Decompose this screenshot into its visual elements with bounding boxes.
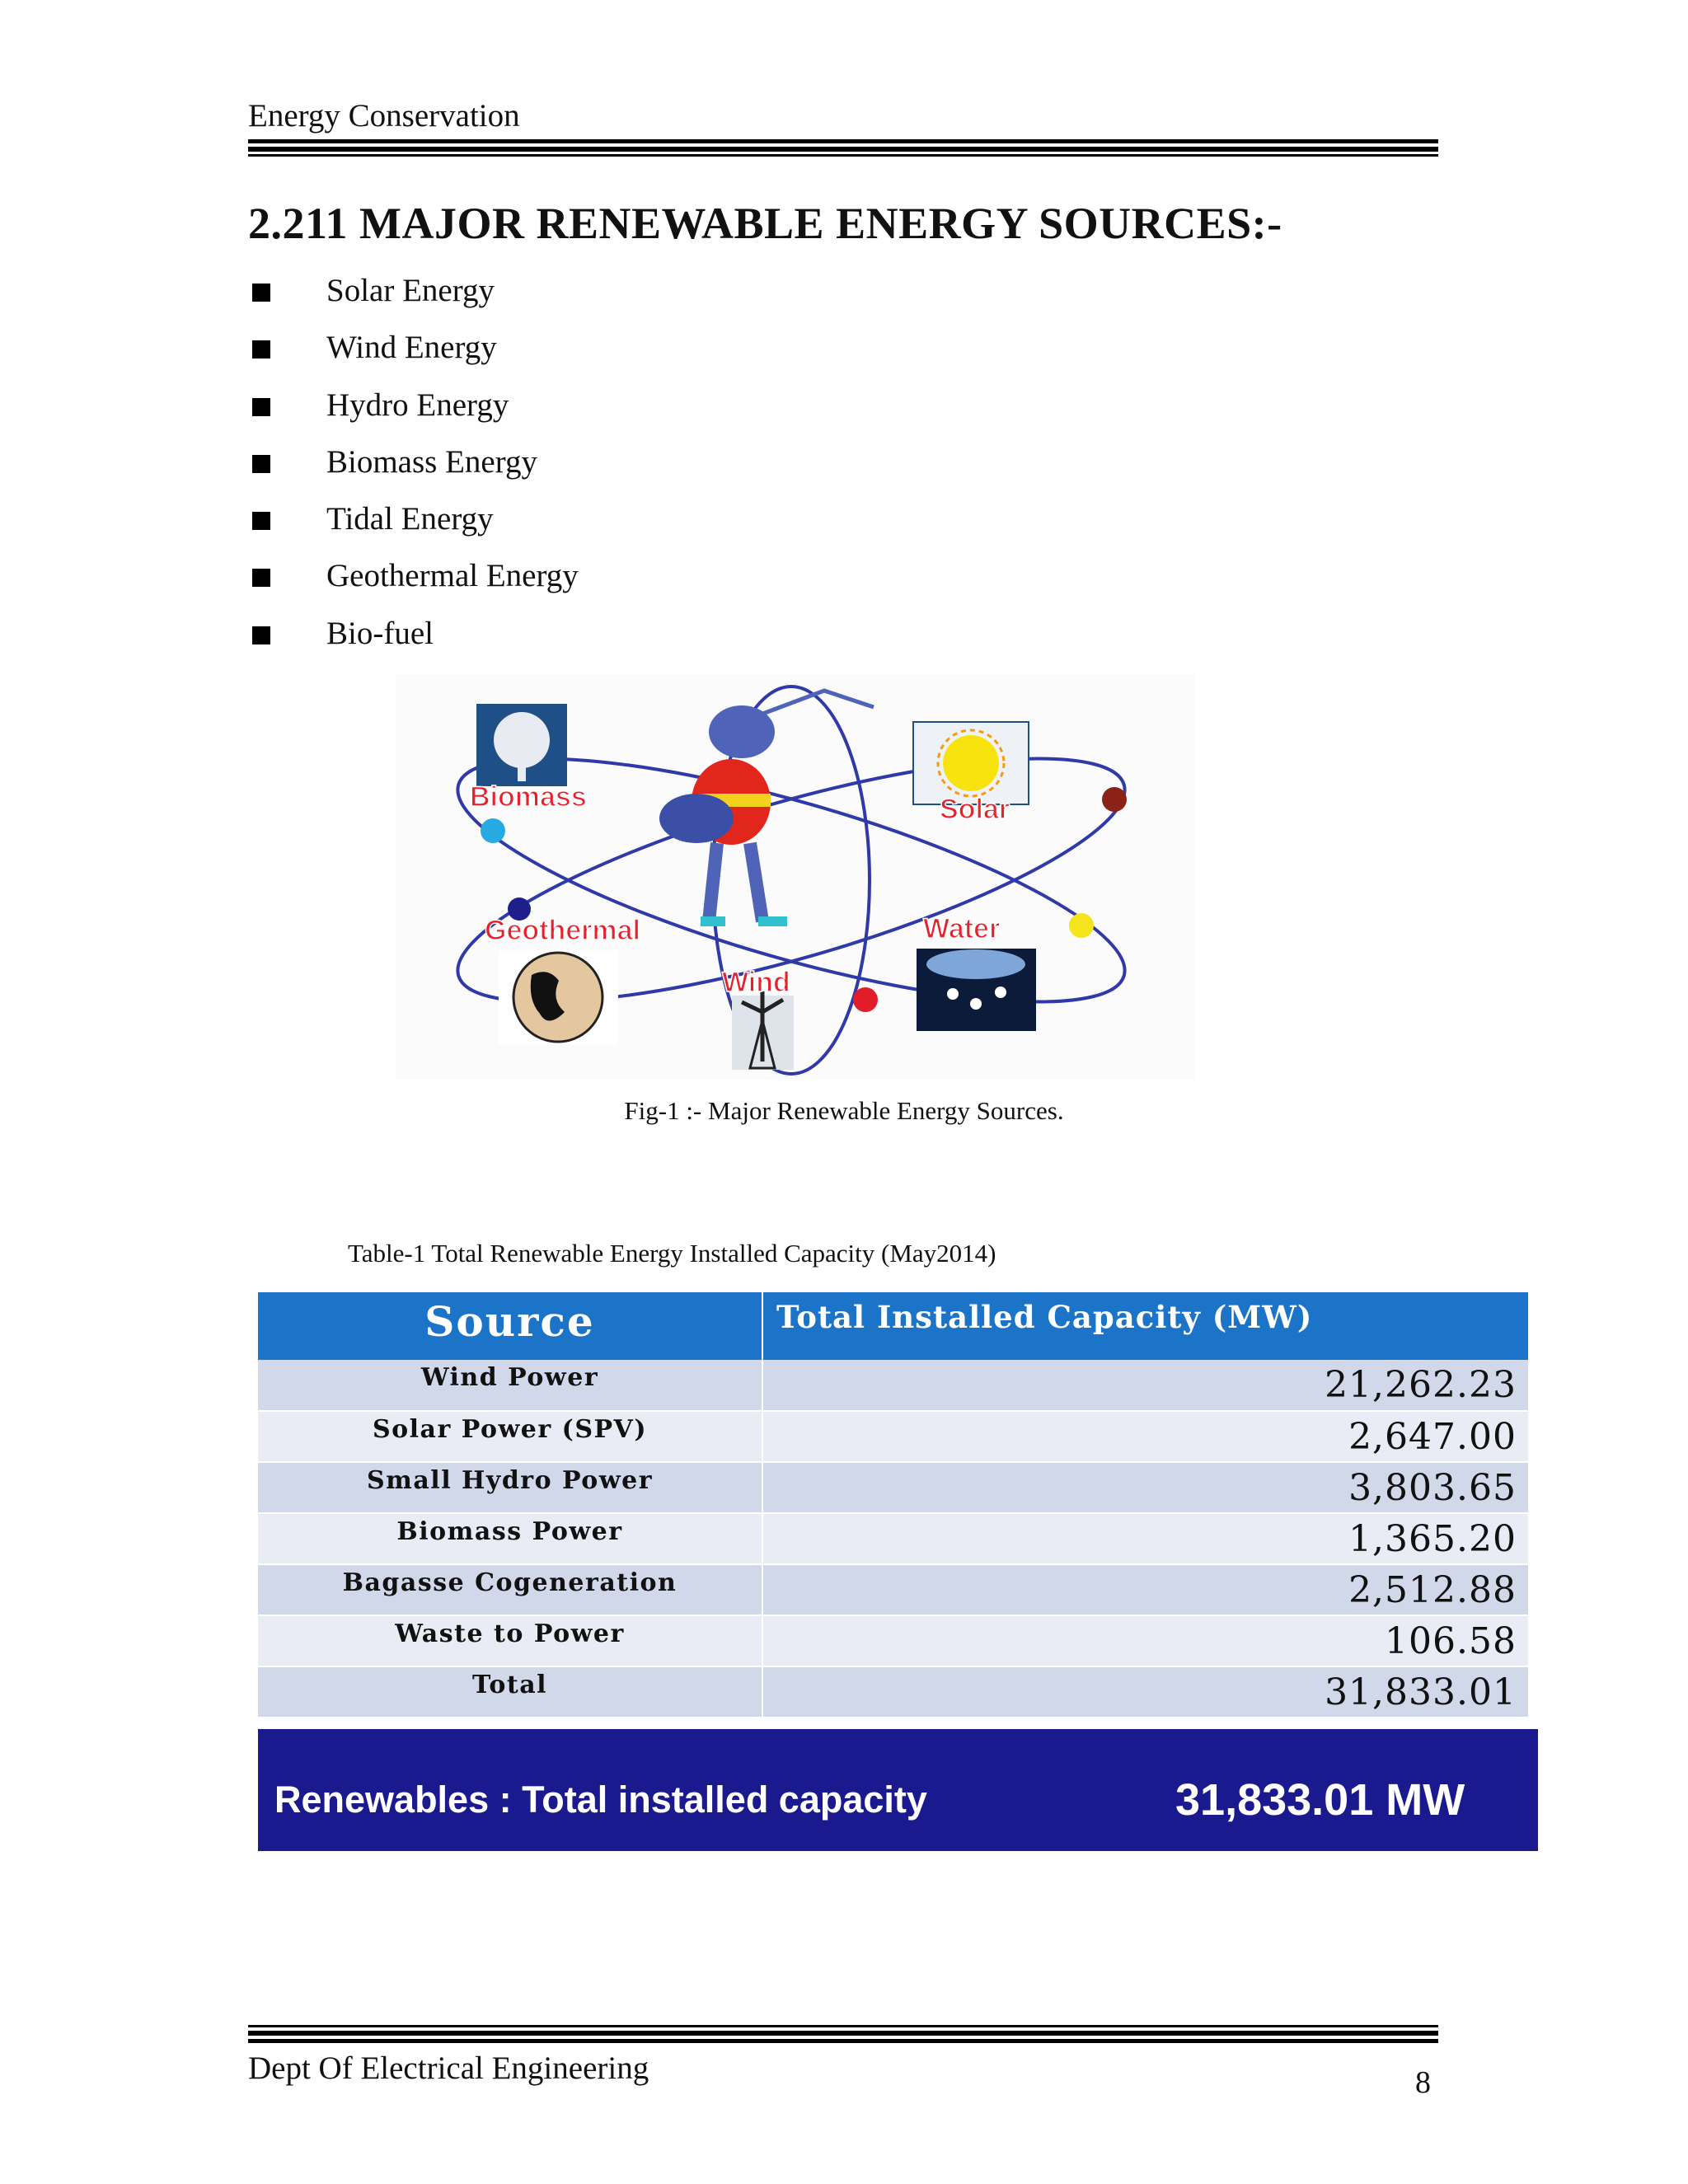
banner-value: 31,833.01 MW — [1175, 1775, 1465, 1825]
capacity-cell: 2,647.00 — [762, 1411, 1529, 1462]
capacity-cell: 106.58 — [762, 1615, 1529, 1666]
table-caption: Table-1 Total Renewable Energy Installed Capacity (May2014) — [348, 1239, 996, 1268]
capacity-cell: 1,365.20 — [762, 1513, 1529, 1564]
banner-label: Renewables : Total installed capacity — [274, 1779, 927, 1821]
sun-icon — [913, 722, 1029, 804]
column-header-capacity: Total Installed Capacity (MW) — [762, 1292, 1529, 1360]
footer-rule — [248, 2025, 1438, 2043]
running-header: Energy Conservation — [248, 98, 520, 134]
table-row — [258, 1360, 1529, 1411]
renewable-sources-figure — [396, 674, 1195, 1080]
capacity-table — [258, 1292, 1530, 1718]
source-cell: Solar Power (SPV) — [258, 1411, 762, 1462]
section-heading: 2.211 MAJOR RENEWABLE ENERGY SOURCES:- — [248, 199, 1282, 248]
header-rule — [248, 139, 1438, 157]
table-row-total — [258, 1666, 1529, 1718]
table-row — [258, 1411, 1529, 1462]
wind-turbine-icon — [732, 991, 794, 1070]
source-cell: Total — [258, 1666, 762, 1718]
figure-label-solar: Solar — [940, 794, 1010, 825]
footer-department: Dept Of Electrical Engineering — [248, 2050, 649, 2086]
square-bullet-icon — [252, 569, 270, 587]
globe-icon — [499, 950, 618, 1045]
capacity-cell: 31,833.01 — [762, 1666, 1529, 1718]
table-row — [258, 1564, 1529, 1615]
square-bullet-icon — [252, 626, 270, 644]
capacity-cell: 2,512.88 — [762, 1564, 1529, 1615]
figure-label-water: Water — [923, 913, 1001, 944]
total-capacity-banner — [258, 1729, 1538, 1851]
atom-illustration — [396, 674, 1195, 1080]
source-cell: Wind Power — [258, 1360, 762, 1411]
source-cell: Biomass Power — [258, 1513, 762, 1564]
table-row — [258, 1462, 1529, 1513]
table-header-row — [258, 1292, 1529, 1360]
figure-label-biomass: Biomass — [470, 781, 587, 813]
figure-label-geothermal: Geothermal — [485, 915, 640, 946]
rain-cloud-icon — [917, 949, 1036, 1031]
figure-label-wind: Wind — [722, 967, 790, 998]
source-cell: Small Hydro Power — [258, 1462, 762, 1513]
source-cell: Bagasse Cogeneration — [258, 1564, 762, 1615]
biomass-tree-icon — [476, 704, 567, 786]
table-row — [258, 1615, 1529, 1666]
page-number: 8 — [1415, 2065, 1431, 2100]
figure-caption: Fig-1 :- Major Renewable Energy Sources. — [624, 1096, 1064, 1125]
table-row — [258, 1513, 1529, 1564]
ant-mascot-icon — [659, 691, 874, 921]
square-bullet-icon — [252, 455, 270, 473]
square-bullet-icon — [252, 512, 270, 530]
capacity-cell: 21,262.23 — [762, 1360, 1529, 1411]
column-header-source: Source — [258, 1292, 762, 1360]
capacity-cell: 3,803.65 — [762, 1462, 1529, 1513]
square-bullet-icon — [252, 340, 270, 359]
square-bullet-icon — [252, 398, 270, 416]
square-bullet-icon — [252, 284, 270, 302]
source-cell: Waste to Power — [258, 1615, 762, 1666]
